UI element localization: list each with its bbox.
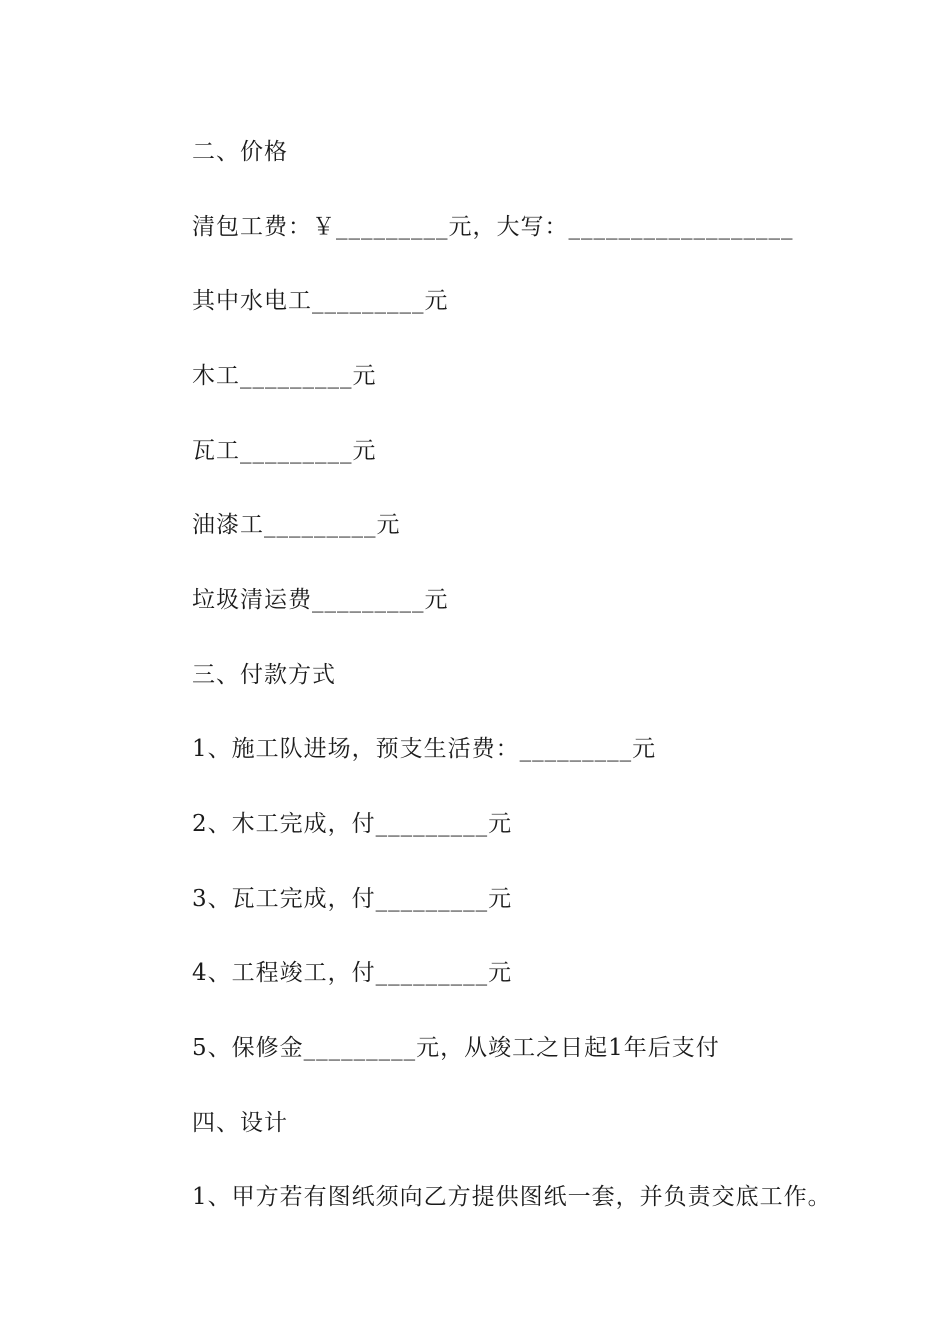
tiling-line: 瓦工_________元 [192, 438, 377, 464]
design-item-1: 1、甲方若有图纸须向乙方提供图纸一套，并负责交底工作。 [192, 1184, 832, 1210]
payment-item-3: 3、瓦工完成，付_________元 [192, 886, 513, 912]
plumbing-electric-line: 其中水电工_________元 [192, 288, 449, 314]
section-heading-design: 四、设计 [192, 1110, 288, 1136]
payment-item-5: 5、保修金_________元，从竣工之日起1年后支付 [192, 1035, 720, 1061]
section-heading-price: 二、价格 [192, 139, 288, 165]
section-heading-payment: 三、付款方式 [192, 662, 336, 688]
payment-item-1: 1、施工队进场，预支生活费：_________元 [192, 736, 657, 762]
waste-removal-line: 垃圾清运费_________元 [192, 587, 449, 613]
painting-line: 油漆工_________元 [192, 512, 401, 538]
payment-item-4: 4、工程竣工，付_________元 [192, 960, 513, 986]
labor-fee-line: 清包工费：￥_________元，大写：__________________ [192, 214, 794, 240]
carpentry-line: 木工_________元 [192, 363, 377, 389]
payment-item-2: 2、木工完成，付_________元 [192, 811, 513, 837]
